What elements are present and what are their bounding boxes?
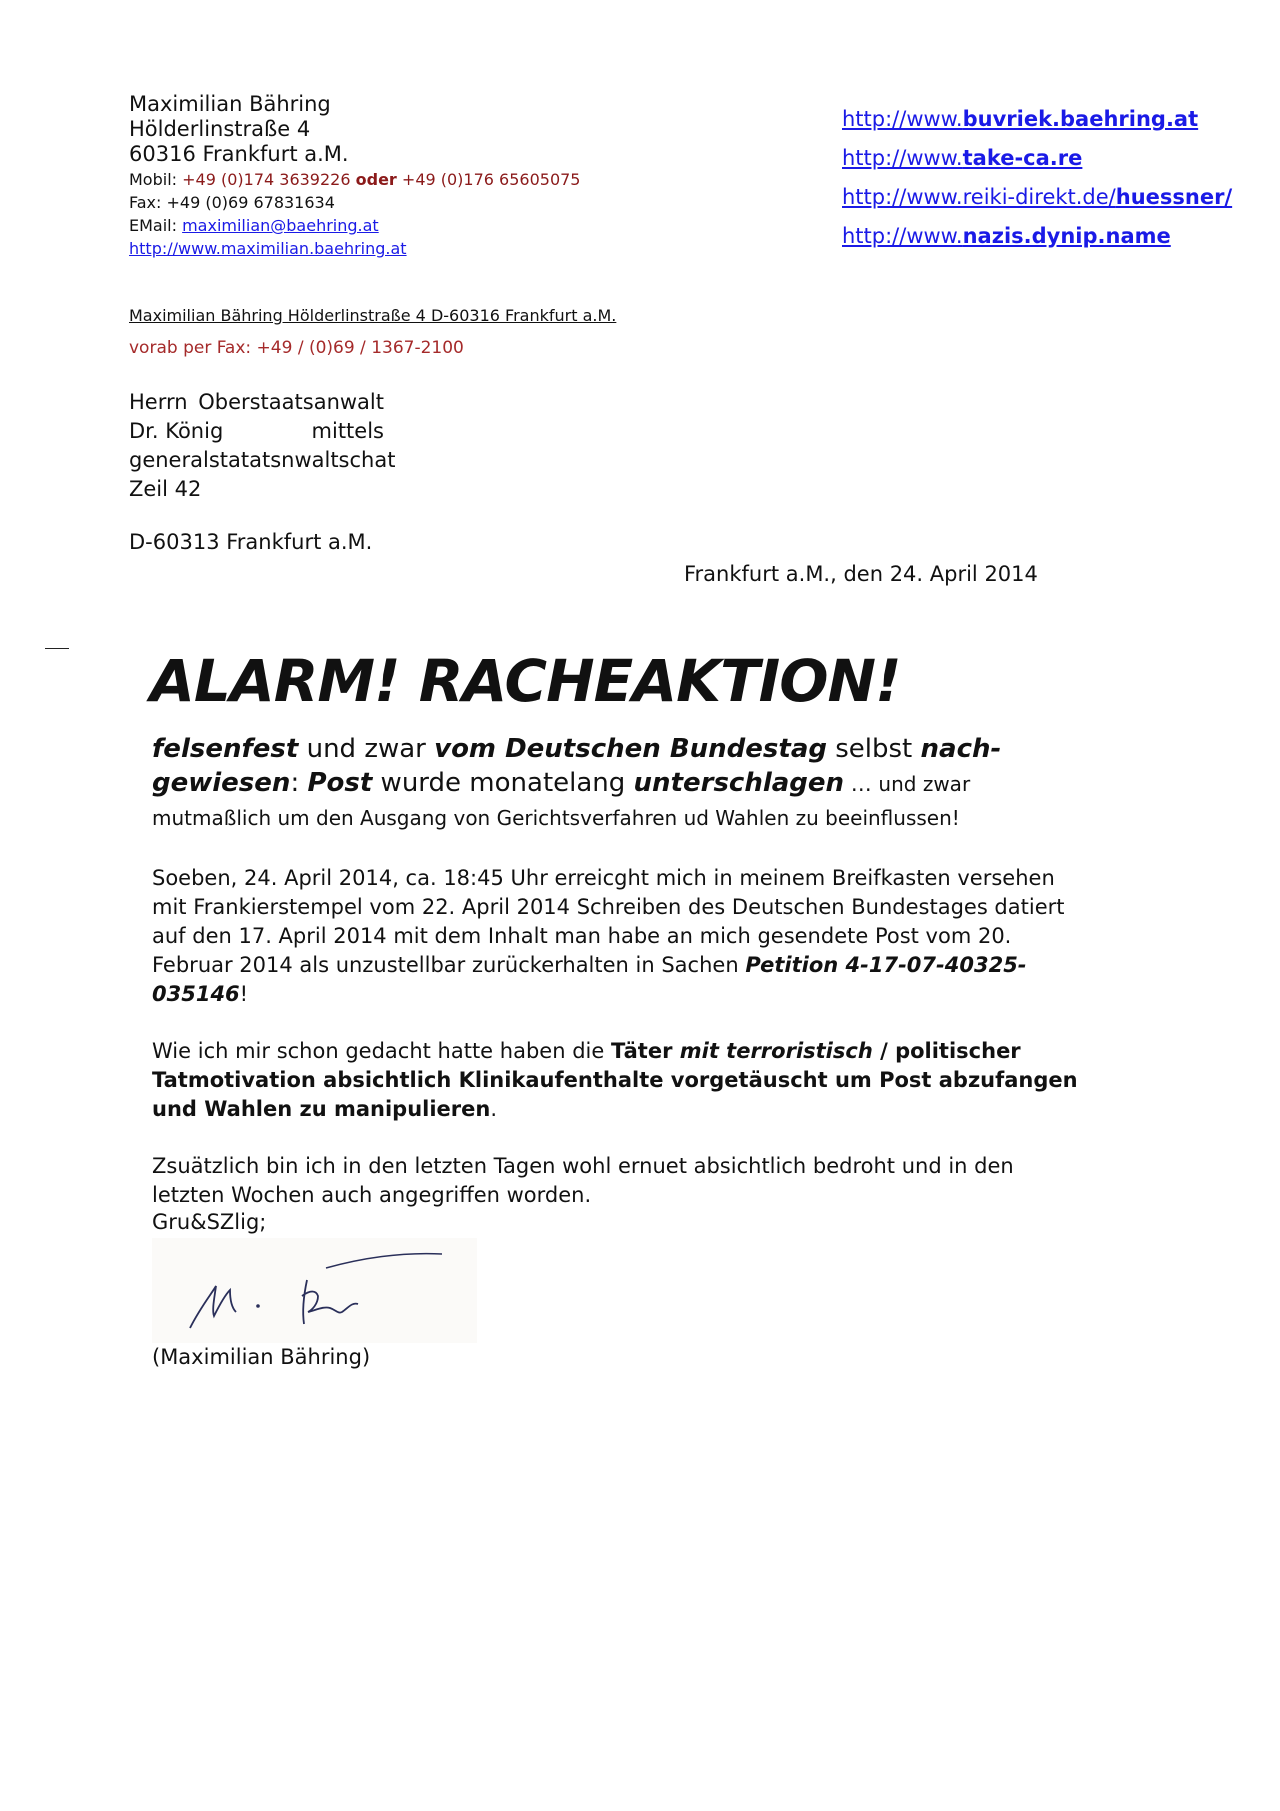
letter-body: [152, 864, 1082, 1238]
mobile-number-1: +49 (0)174 3639226: [182, 169, 351, 189]
mobile-number-2: +49 (0)176 65605075: [401, 169, 581, 189]
paragraph-2-end: .: [490, 1097, 498, 1121]
sender-street: Hölderlinstraße 4: [129, 117, 311, 142]
recipient-title: Oberstaatsanwalt: [198, 390, 384, 414]
lead-ellipsis: …: [844, 771, 879, 796]
recipient-name: Dr. König: [129, 419, 224, 443]
recipient-street: Zeil 42: [129, 477, 202, 501]
recipient-city: D-60313 Frankfurt a.M.: [129, 530, 373, 554]
website-link[interactable]: http://www.maximilian.baehring.at: [129, 239, 407, 259]
sender-website: [129, 237, 580, 260]
mobile-or: oder: [355, 169, 397, 189]
paragraph-1-end: !: [239, 982, 249, 1006]
paragraph-2-terroristisch: mit terroristisch: [679, 1039, 873, 1063]
lead-second-line: mutmaßlich um den Ausgang von Gerichtsverfahren ud Wahlen zu beeinflussen!: [152, 805, 960, 830]
return-address: Maximilian Bähring Hölderlinstraße 4 D-60316 Frankfurt a.M.: [129, 306, 617, 325]
recipient-office: generalstatatsnwaltschat: [129, 448, 396, 472]
recipient-salutation: Herrn: [129, 390, 188, 414]
email-link[interactable]: maximilian@baehring.at: [182, 215, 379, 235]
sender-fax: [129, 191, 580, 214]
links-block: [842, 100, 1232, 256]
paragraph-1: [152, 864, 1082, 1009]
paragraph-3: Zsuätzlich bin ich in den letzten Tagen wohl ernuet absichtlich bedroht und in den letzten Wochen auch angegriffen worden.: [152, 1154, 1014, 1207]
lead-nachgewiesen: nach-gewiesen: [152, 734, 1002, 798]
fax-number: +49 (0)69 67831634: [166, 192, 335, 212]
sender-email: [129, 214, 580, 237]
link-buvriek[interactable]: http://www.buvriek.baehring.at: [842, 107, 1199, 131]
paragraph-2-taeter: Täter: [610, 1039, 680, 1063]
sender-name: Maximilian Bähring: [129, 92, 331, 116]
link-take-care[interactable]: http://www.take-ca.re: [842, 146, 1083, 170]
email-label: EMail:: [129, 215, 177, 235]
paragraph-2-text: Wie ich mir schon gedacht hatte haben die: [152, 1039, 611, 1063]
fax-label: Fax:: [129, 192, 162, 212]
lead-text: und zwar: [298, 734, 435, 764]
lead-text: :: [290, 767, 308, 798]
lead-word-felsenfest: felsenfest: [152, 734, 299, 764]
recipient-via: mittels: [311, 419, 384, 443]
fold-mark: [45, 648, 69, 649]
link-nazis-dynip[interactable]: http://www.nazis.dynip.name: [842, 224, 1171, 248]
paragraph-2: [152, 1037, 1082, 1124]
lead-und-zwar: und zwar: [878, 771, 971, 796]
lead-paragraph: [152, 733, 1032, 834]
paragraph-1-text: Soeben, 24. April 2014, ca. 18:45 Uhr erreicght mich in meinem Breifkasten versehen mit Frankierstempel vom 22. April 2014 Schreiben des Deutschen Bundestages datiert auf den 17. April 2014 mit dem Inhalt man habe an mich gesendete Post vom 20. Februar 2014 als unzustellbar zurückerhalten in Sachen: [152, 866, 1065, 977]
headline: ALARM! RACHEAKTION!: [150, 647, 901, 715]
fax-note: vorab per Fax: +49 / (0)69 / 1367-2100: [129, 338, 464, 358]
recipient-block: [129, 388, 396, 504]
sender-mobile: [129, 168, 580, 191]
lead-post: Post: [307, 767, 373, 798]
sender-city: 60316 Frankfurt a.M.: [129, 142, 349, 167]
lead-unterschlagen: unterschlagen: [633, 767, 845, 798]
closing-greeting: Gru&SZlig;: [152, 1210, 267, 1234]
sender-block: [129, 92, 580, 260]
signature-image: [152, 1238, 477, 1343]
paragraph-2-emphasis: / politischer Tatmotivation absichtlich Klinikaufenthalte vorgetäuscht um Post abzufangen und Wahlen zu manipulieren: [152, 1039, 1078, 1121]
mobile-label: Mobil:: [129, 169, 178, 189]
lead-bundestag: vom Deutschen Bundestag: [434, 734, 827, 764]
signer-name: (Maximilian Bähring): [152, 1345, 371, 1369]
lead-text: wurde monatelang: [372, 767, 634, 798]
link-reiki[interactable]: http://www.reiki-direkt.de/huessner/: [842, 185, 1233, 209]
lead-text: selbst: [826, 734, 921, 764]
date-line: Frankfurt a.M., den 24. April 2014: [684, 562, 1038, 586]
petition-number: Petition 4-17-07-40325-035146: [152, 953, 1027, 1006]
